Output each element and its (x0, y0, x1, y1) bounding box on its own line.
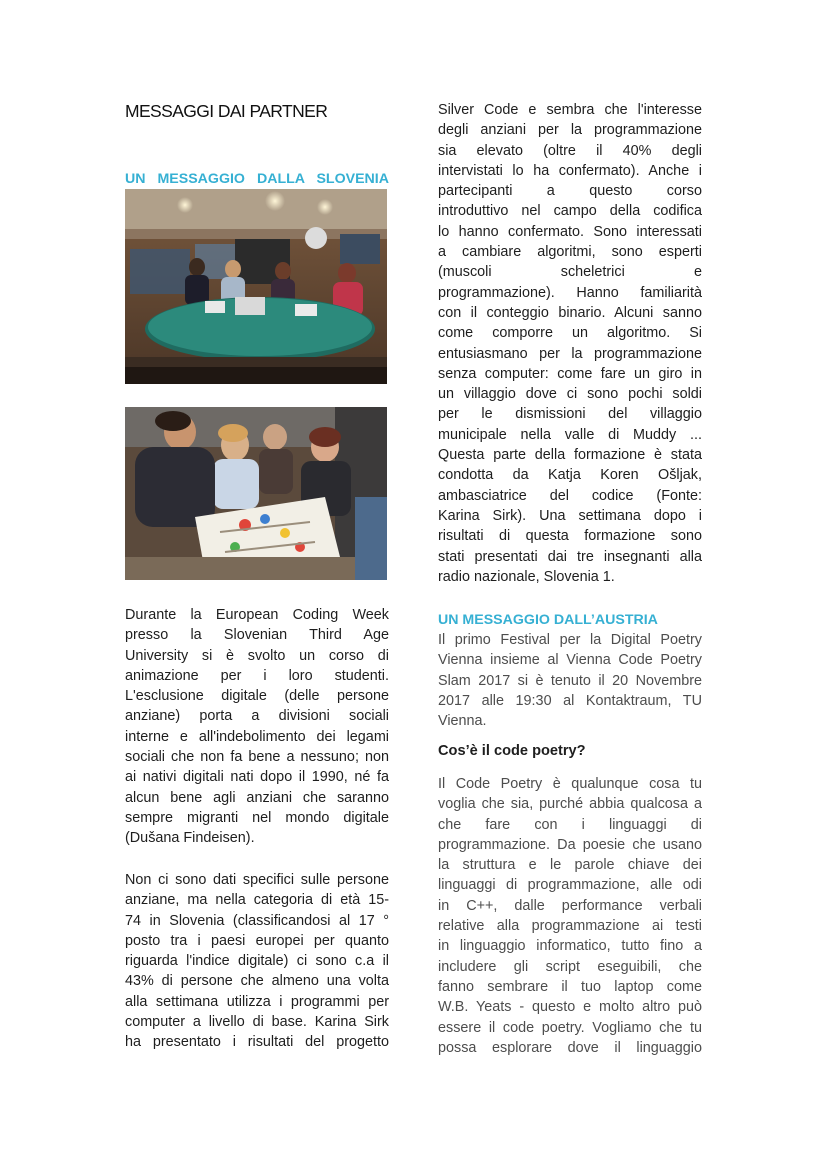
text-line: sia elevato (oltre il 40% degli (438, 142, 702, 159)
text-line: riguarda l'indice digitale) ci sono c.a il (125, 953, 389, 970)
photo-group-workshop (125, 407, 387, 580)
text-line: alla settimana utilizza i programmi per (125, 993, 389, 1010)
text-line: Silver Code e sembra che l'interesse (438, 102, 702, 118)
text-line: intervistati lo ha confermato). Anche i (438, 162, 702, 179)
text-line: Vienna. (438, 713, 487, 730)
text-line: sempre migranti nel mondo digitale (125, 809, 389, 826)
text-line: 43% di persone che almeno una volta (125, 973, 389, 990)
text-line: animazione per i loro studenti. (125, 667, 389, 684)
text-line: Vienna insieme al Vienna Code Poetry (438, 652, 702, 669)
text-line: anziane, ma nella categoria di età 15- (125, 892, 389, 909)
text-line: anziane) porta a divisioni sociali (125, 708, 389, 725)
text-line: come comporre un algoritmo. Si (438, 325, 702, 342)
text-line: radio nazionale, Slovenia 1. (438, 568, 615, 585)
text-line: un villaggio dove ci sono pochi soldi (438, 386, 702, 403)
text-line: voglia che sia, purché abbia qualcosa a (438, 796, 702, 813)
text-line: presso la Slovenian Third Age (125, 627, 389, 644)
text-line: (Dušana Findeisen). (125, 830, 255, 847)
text-line: interne e all'indebolimento dei legami (125, 728, 389, 745)
text-line: 74 in Slovenia (classificandosi al 17 ° (125, 912, 389, 929)
text-line: degli anziani per la programmazione (438, 122, 702, 139)
text-line: sociali che non fa bene a nessuno; non (125, 749, 389, 766)
photo-radio-studio (125, 189, 387, 384)
paragraph-digital-poetry-festival (438, 630, 702, 731)
text-line: lo hanno confermato. Sono interessati (438, 223, 702, 240)
text-line: che fare con i linguaggi di (438, 816, 702, 833)
text-line: condotta da Katja Koren Ošljak, (438, 467, 702, 484)
text-line: possa esplorare dove il linguaggio (438, 1039, 702, 1056)
text-line: ambasciatrice del codice (Fonte: (438, 487, 702, 504)
text-line: con il conteggio binario. Alcuni sanno (438, 304, 702, 321)
text-line: entusiasmano per la programmazione (438, 345, 702, 362)
text-line: risultati di questa formazione sono (438, 528, 702, 545)
text-line: ai nativi digitali nati dopo il 1990, né fa (125, 769, 389, 786)
text-line: in linguaggio informatico, tutto fino a (438, 938, 702, 955)
text-line: essere il code poetry. Vogliamo che tu (438, 1019, 702, 1036)
text-line: Il primo Festival per la Digital Poetry (438, 632, 702, 648)
text-line: Durante la European Coding Week (125, 607, 389, 623)
paragraph-silver-code (438, 100, 702, 587)
text-line: posto tra i paesi europei per quanto (125, 932, 389, 949)
text-line: (muscoli scheletrici e (438, 264, 702, 281)
text-line: W.B. Yeats - questo e molto altro può (438, 999, 702, 1016)
section-heading-slovenia: UN MESSAGGIO DALLA SLOVENIA (125, 171, 389, 187)
text-line: computer a livello di base. Karina Sirk (125, 1014, 389, 1031)
text-line: University si è svolto un corso di (125, 647, 389, 664)
text-line: programmazione). Hanno familiarità (438, 284, 702, 301)
text-line: stati presentati dai tre insegnanti alla (438, 548, 702, 565)
text-line: Non ci sono dati specifici sulle persone (125, 872, 389, 888)
text-line: per le dismissioni del villaggio (438, 406, 702, 423)
text-line: Karina Sirk). Una settimana dopo i (438, 507, 702, 524)
text-line: senza computer: come fare un giro in (438, 365, 702, 382)
page-title: MESSAGGI DAI PARTNER (125, 101, 328, 121)
subheading-code-poetry: Cos’è il code poetry? (438, 743, 586, 759)
text-line: ha presentato i risultati del progetto (125, 1034, 389, 1051)
text-line: linguaggi di programmazione, alle odi (438, 877, 702, 894)
text-line: fanno sembrare il tuo laptop come (438, 978, 702, 995)
text-line: Slam 2017 si è tenuto il 20 Novembre (438, 672, 702, 689)
paragraph-code-poetry (438, 774, 702, 1058)
text-line: 2017 alle 19:30 al Kontaktraum, TU (438, 692, 702, 709)
text-line: includere gli script eseguibili, che (438, 958, 702, 975)
text-line: L'esclusione digitale (delle persone (125, 688, 389, 705)
text-line: programmazione. Da poesie che usano (438, 836, 702, 853)
paragraph-coding-week (125, 605, 389, 849)
section-heading-austria: UN MESSAGGIO DALL’AUSTRIA (438, 612, 658, 628)
text-line: a cambiare algoritmi, sono esperti (438, 244, 702, 261)
text-line: municipale nella valle di Muddy ... (438, 426, 702, 443)
text-line: relative alla programmazione ai testi (438, 918, 702, 935)
text-line: in C++, dalle performance verbali (438, 897, 702, 914)
text-line: introduttivo nel campo della codifica (438, 203, 702, 220)
text-line: alcun bene agli anziani che saranno (125, 789, 389, 806)
paragraph-statistics (125, 870, 389, 1053)
text-line: Il Code Poetry è qualunque cosa tu (438, 776, 702, 792)
text-line: partecipanti a questo corso (438, 183, 702, 200)
text-line: la struttura e le parole chiave dei (438, 857, 702, 874)
text-line: Questa parte della formazione è stata (438, 447, 702, 464)
